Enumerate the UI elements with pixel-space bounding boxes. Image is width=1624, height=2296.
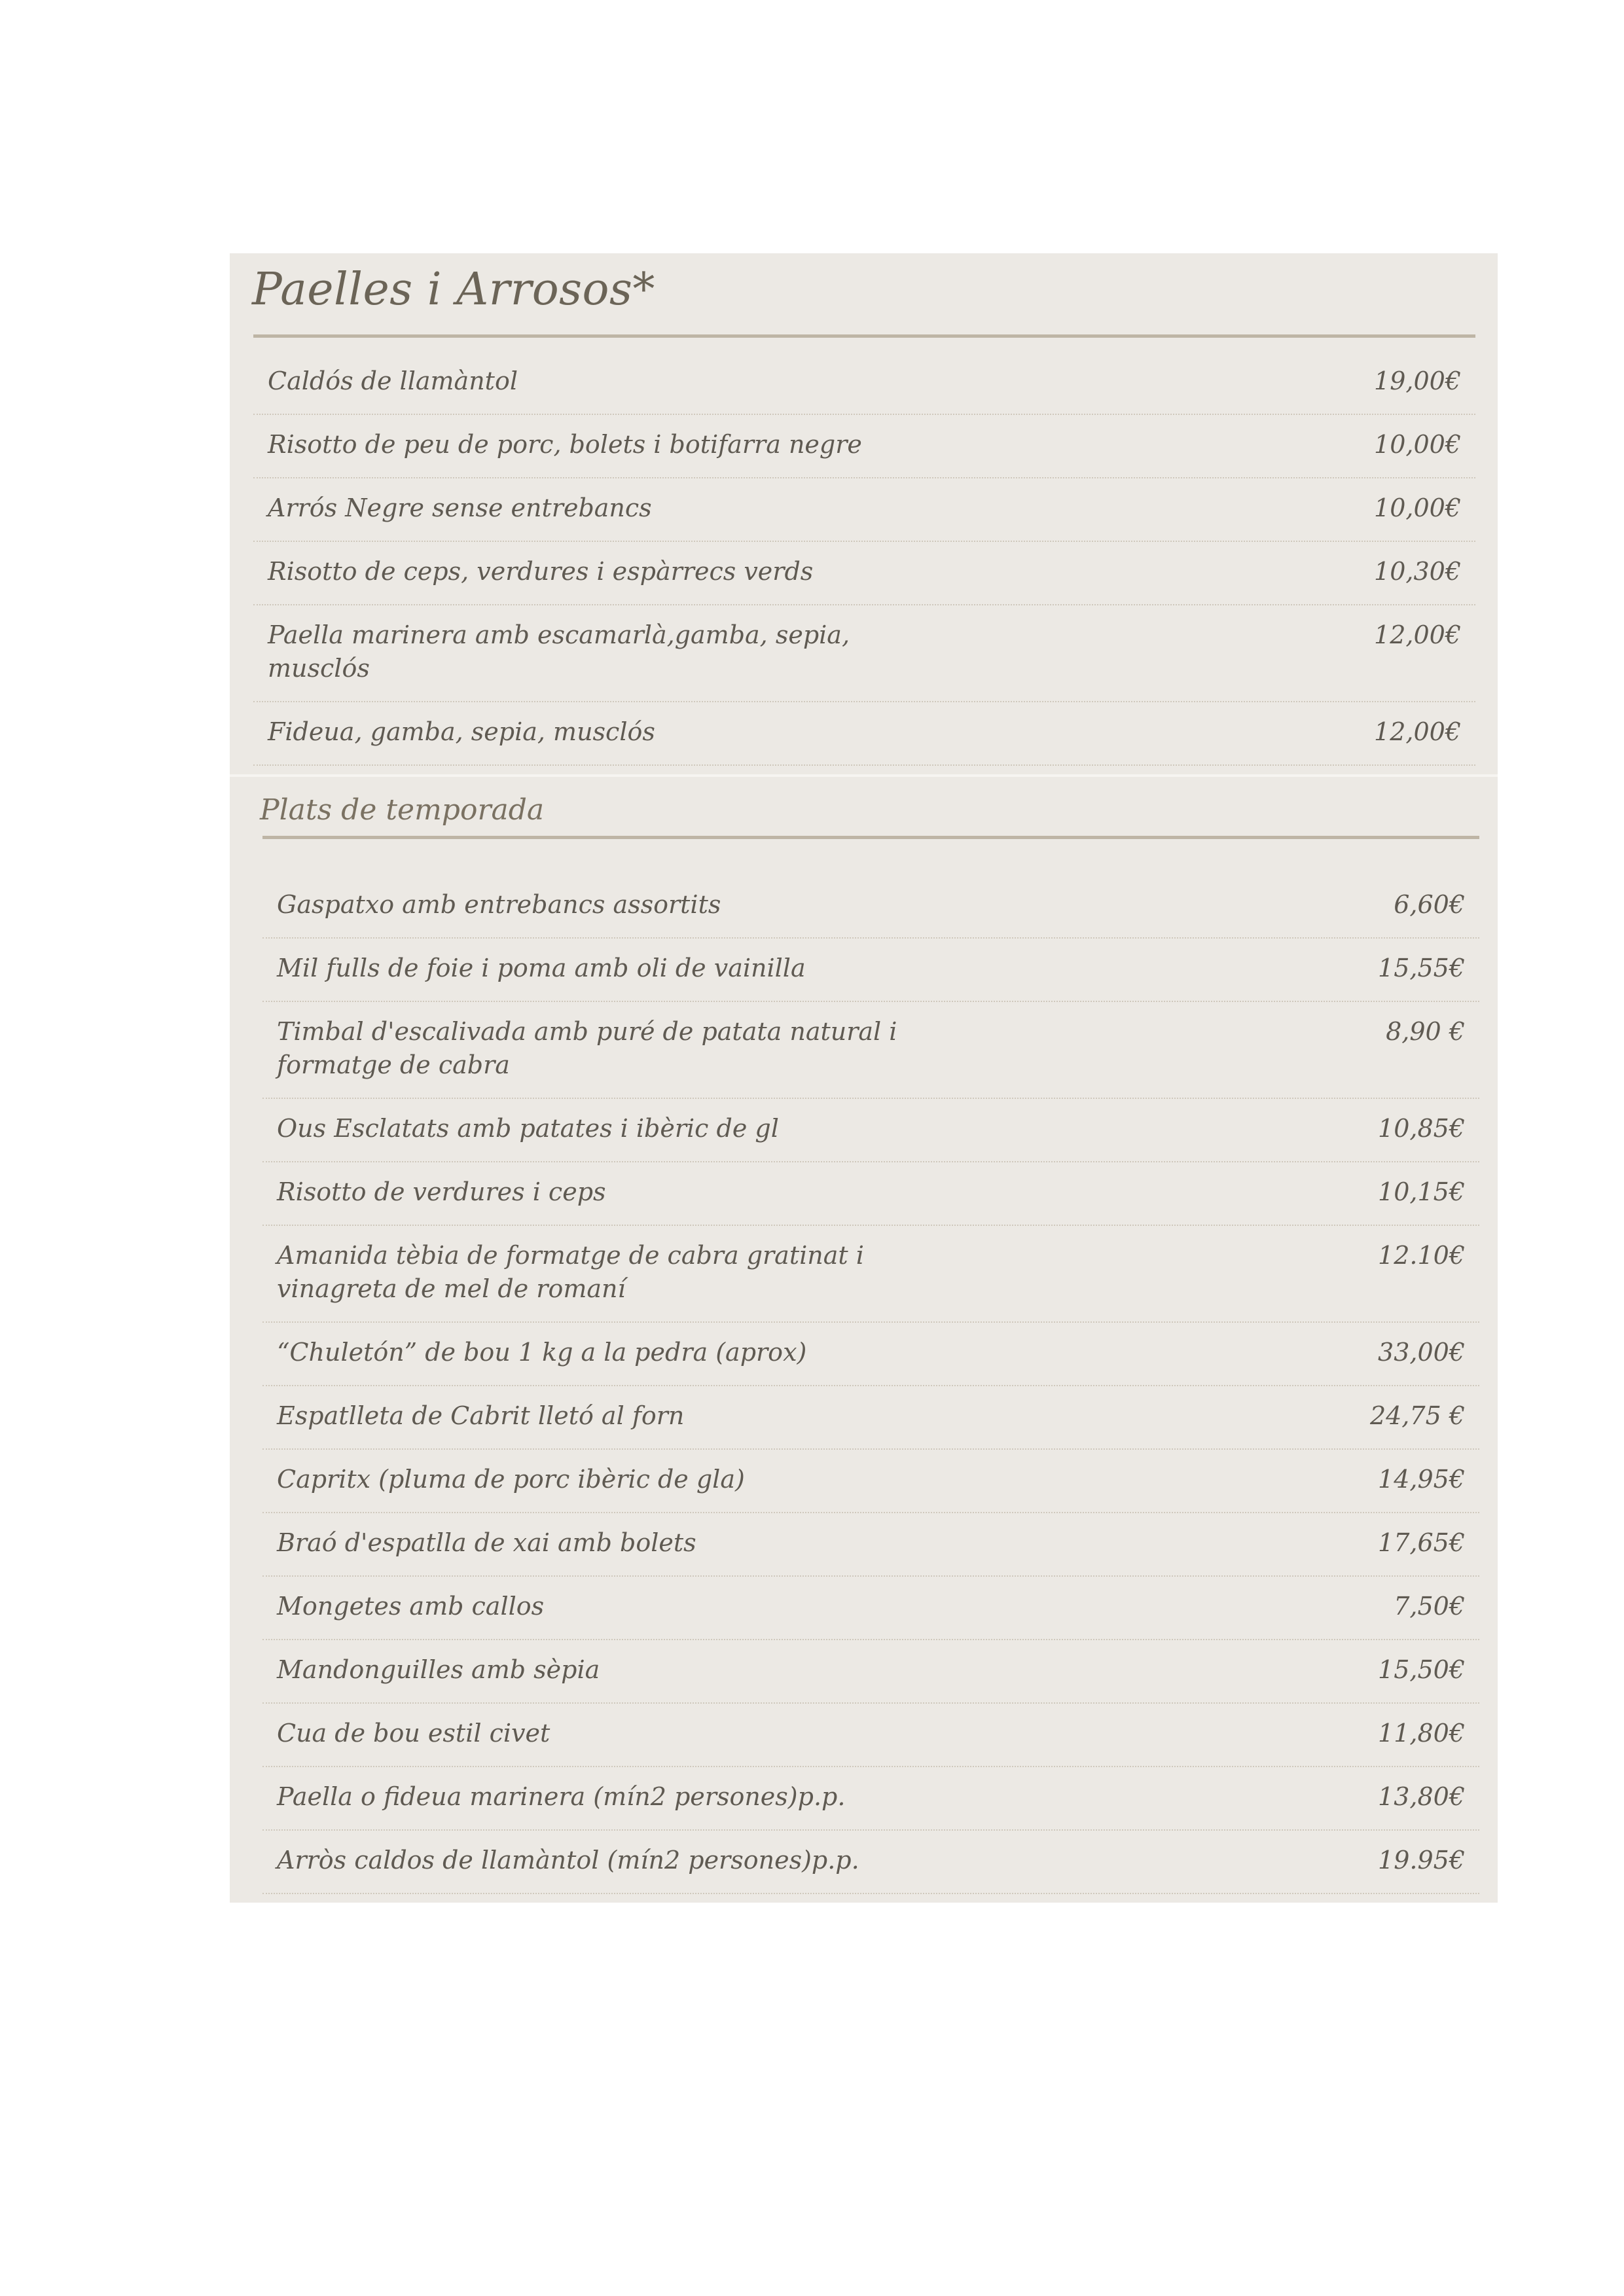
menu-item [262, 1704, 1479, 1767]
item-name: Capritx (pluma de porc ibèric de gla) [277, 1465, 745, 1494]
item-price: 24,75 € [1369, 1401, 1465, 1430]
item-name: Paella o fideua marinera (mín2 persones)p.p. [277, 1782, 846, 1811]
item-price: 19.95€ [1378, 1846, 1465, 1874]
item-name: Mandonguilles amb sèpia [277, 1655, 600, 1684]
menu-list [253, 351, 1475, 766]
menu-item [262, 1099, 1479, 1162]
section-title: Paelles i Arrosos* [252, 264, 655, 315]
item-price: 10,00€ [1374, 493, 1461, 522]
item-name: “Chuletón” de bou 1 kg a la pedra (aprox) [277, 1338, 807, 1367]
item-price: 13,80€ [1378, 1782, 1465, 1811]
item-price: 19,00€ [1374, 367, 1461, 395]
item-price: 33,00€ [1378, 1338, 1465, 1367]
item-name: Timbal d'escalivada amb puré de patata natural i formatge de cabra [277, 1017, 897, 1079]
item-price: 10,85€ [1378, 1114, 1465, 1143]
menu-item [262, 1640, 1479, 1704]
item-price: 12.10€ [1378, 1241, 1465, 1270]
item-price: 14,95€ [1378, 1465, 1465, 1494]
menu-item [262, 1002, 1479, 1099]
menu-item [253, 351, 1475, 415]
menu-panel [230, 253, 1498, 1903]
menu-item [262, 939, 1479, 1002]
item-name: Mongetes amb callos [277, 1592, 545, 1621]
menu-item [262, 1323, 1479, 1386]
menu-item [253, 478, 1475, 542]
menu-list [262, 875, 1479, 1894]
section-title: Plats de temporada [260, 793, 545, 827]
section-plats-de-temporada [230, 777, 1498, 1903]
item-name: Caldós de llamàntol [268, 367, 518, 395]
title-divider [262, 836, 1479, 839]
item-price: 10,30€ [1374, 557, 1461, 586]
item-name: Fideua, gamba, sepia, musclós [268, 717, 655, 746]
menu-item [253, 415, 1475, 478]
menu-item [253, 605, 1475, 702]
menu-item [262, 1513, 1479, 1577]
menu-item [262, 1450, 1479, 1513]
item-name: Espatlleta de Cabrit lletó al forn [277, 1401, 685, 1430]
item-price: 11,80€ [1378, 1719, 1465, 1748]
item-price: 17,65€ [1378, 1528, 1465, 1557]
item-price: 12,00€ [1374, 717, 1461, 746]
menu-item [253, 702, 1475, 766]
item-name: Gaspatxo amb entrebancs assortits [277, 890, 721, 919]
item-name: Risotto de peu de porc, bolets i botifarra negre [268, 430, 862, 459]
item-name: Cua de bou estil civet [277, 1719, 550, 1748]
menu-item [262, 1162, 1479, 1226]
item-name: Amanida tèbia de formatge de cabra gratinat i vinagreta de mel de romaní [277, 1241, 864, 1303]
item-price: 6,60€ [1394, 890, 1465, 919]
item-price: 7,50€ [1394, 1592, 1465, 1621]
item-name: Arrós Negre sense entrebancs [268, 493, 652, 522]
menu-item [262, 1831, 1479, 1894]
item-price: 8,90 € [1386, 1017, 1465, 1046]
item-price: 10,15€ [1378, 1177, 1465, 1206]
item-price: 12,00€ [1374, 620, 1461, 649]
menu-item [262, 1386, 1479, 1450]
menu-item [262, 1226, 1479, 1323]
item-price: 10,00€ [1374, 430, 1461, 459]
item-name: Risotto de verdures i ceps [277, 1177, 606, 1206]
title-divider [253, 334, 1475, 338]
item-name: Paella marinera amb escamarlà,gamba, sepia, musclós [268, 620, 850, 683]
menu-item [262, 1767, 1479, 1831]
menu-item [253, 542, 1475, 605]
menu-item [262, 1577, 1479, 1640]
item-name: Ous Esclatats amb patates i ibèric de gl [277, 1114, 779, 1143]
item-name: Braó d'espatlla de xai amb bolets [277, 1528, 696, 1557]
item-name: Arròs caldos de llamàntol (mín2 persones)p.p. [277, 1846, 859, 1874]
menu-item [262, 875, 1479, 939]
item-name: Risotto de ceps, verdures i espàrrecs verds [268, 557, 814, 586]
item-price: 15,55€ [1378, 954, 1465, 982]
section-paelles-i-arrosos [230, 253, 1498, 777]
item-price: 15,50€ [1378, 1655, 1465, 1684]
item-name: Mil fulls de foie i poma amb oli de vainilla [277, 954, 806, 982]
